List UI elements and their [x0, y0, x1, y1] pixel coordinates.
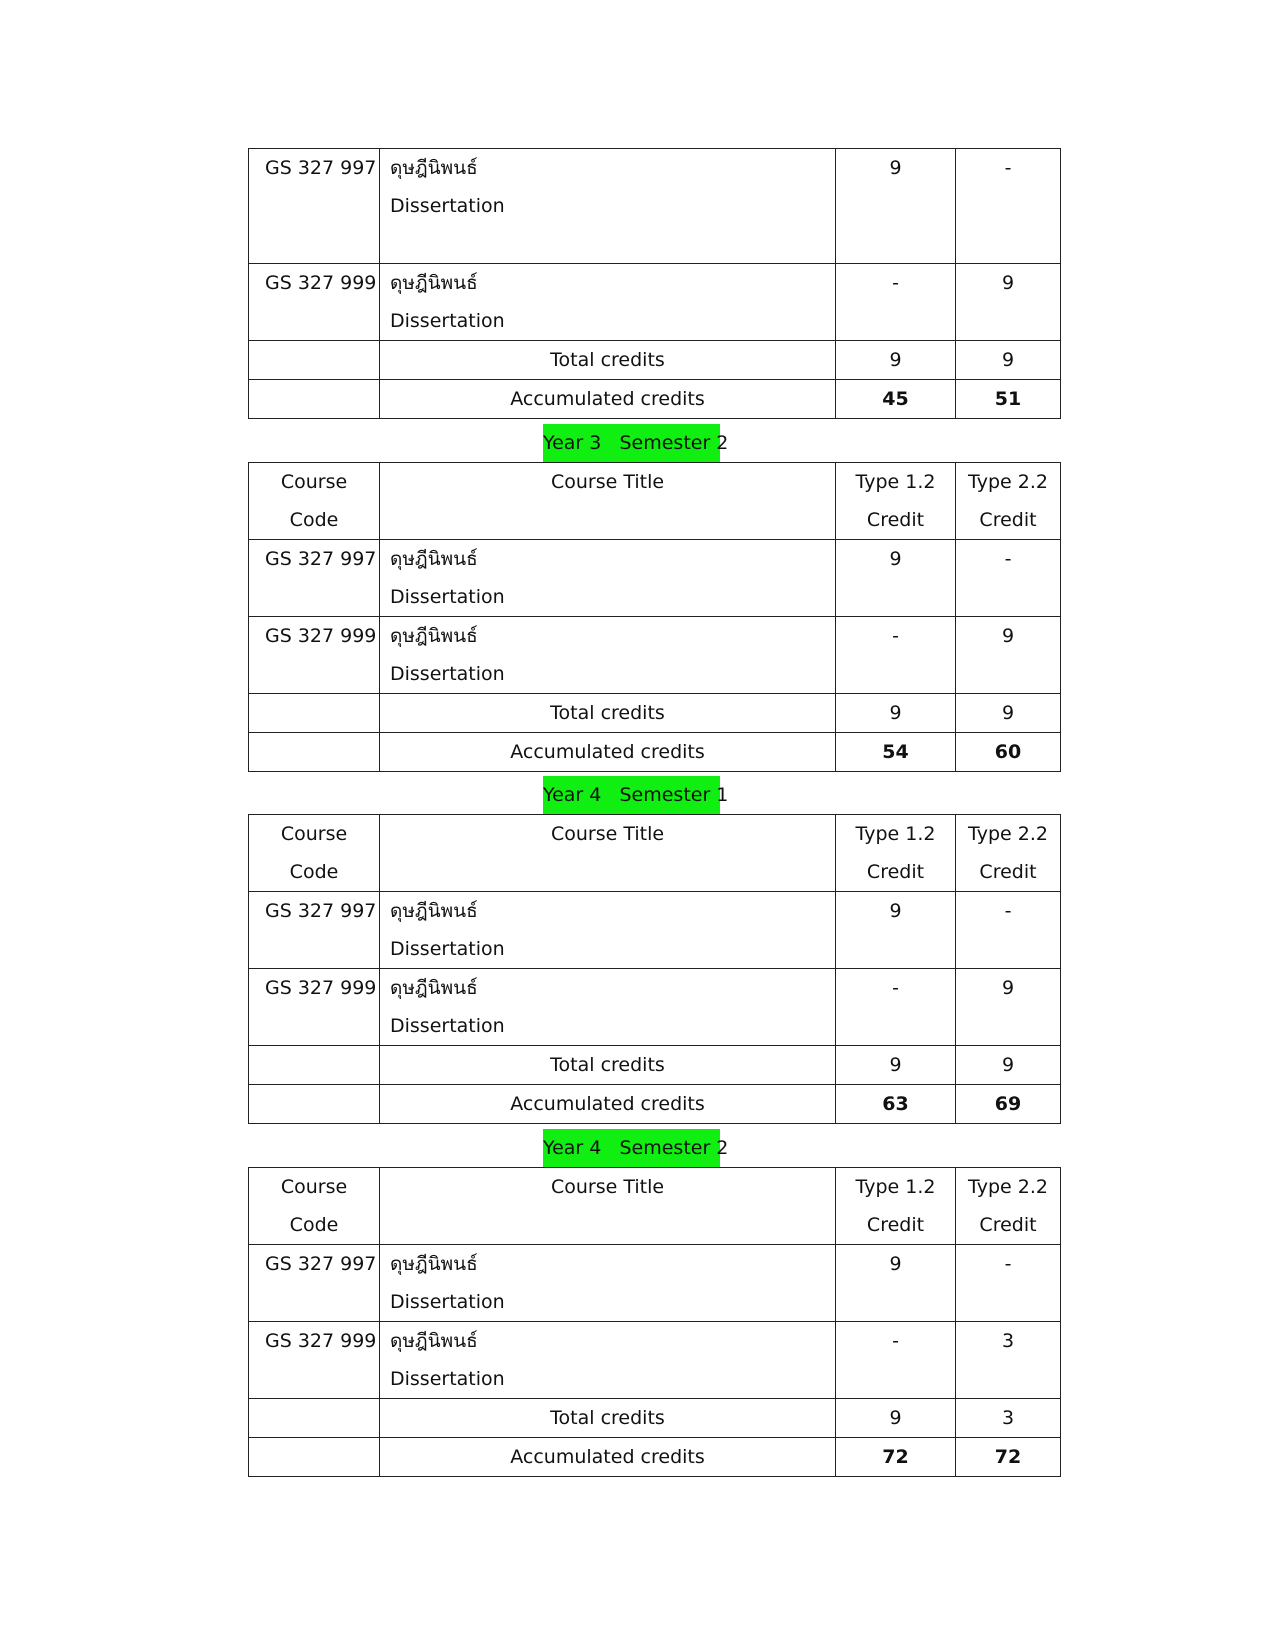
accumulated-credits-label: Accumulated credits: [380, 733, 836, 772]
course-title: [380, 969, 836, 1046]
course-title-thai: ดุษฎีนิพนธ์: [390, 272, 478, 294]
table-row: [249, 892, 1061, 969]
total-credits-row: [249, 694, 1061, 733]
table-row: [249, 1245, 1061, 1322]
course-title: [380, 264, 836, 341]
accumulated-credits-type-2-2: 72: [956, 1438, 1061, 1477]
course-title-english: Dissertation: [390, 663, 505, 685]
header-type-2-2-credit: [956, 1168, 1061, 1245]
header-text: Type 1.2: [855, 471, 936, 493]
course-title-english: Dissertation: [390, 586, 505, 608]
header-text: Course: [280, 471, 348, 493]
table-row: [249, 540, 1061, 617]
table-row: [249, 969, 1061, 1046]
credit-type-1-2: -: [836, 617, 956, 694]
table-header-row: [249, 815, 1061, 892]
header-text: Credit: [979, 509, 1037, 531]
course-title-thai: ดุษฎีนิพนธ์: [390, 900, 478, 922]
accumulated-credits-row: [249, 733, 1061, 772]
accumulated-credits-label: Accumulated credits: [380, 1085, 836, 1124]
table-row: [249, 149, 1061, 264]
header-text: Code: [289, 1214, 339, 1236]
header-text: Credit: [866, 509, 925, 531]
table-header-row: [249, 463, 1061, 540]
header-text: Credit: [866, 1214, 925, 1236]
course-title-thai: ดุษฎีนิพนธ์: [390, 157, 478, 179]
course-code: GS 327 999: [249, 617, 380, 694]
total-credits-label: Total credits: [380, 694, 836, 733]
accumulated-credits-type-1-2: 72: [836, 1438, 956, 1477]
accumulated-credits-type-2-2: 51: [956, 380, 1061, 419]
total-credits-type-1-2: 9: [836, 341, 956, 380]
credit-type-2-2: -: [956, 149, 1061, 264]
course-code: GS 327 999: [249, 264, 380, 341]
header-text: Type 1.2: [855, 1176, 936, 1198]
header-text: Credit: [866, 861, 925, 883]
header-course-title: Course Title: [380, 463, 836, 540]
empty-cell: [249, 694, 380, 733]
course-code: GS 327 997: [249, 892, 380, 969]
semester-heading: Year 3 Semester 2: [543, 424, 720, 462]
credit-type-1-2: -: [836, 1322, 956, 1399]
credit-type-1-2: -: [836, 969, 956, 1046]
course-title: [380, 617, 836, 694]
total-credits-type-2-2: 9: [956, 1046, 1061, 1085]
header-text: Course: [280, 1176, 348, 1198]
total-credits-label: Total credits: [380, 1399, 836, 1438]
course-code: GS 327 999: [249, 1322, 380, 1399]
empty-cell: [249, 1438, 380, 1477]
total-credits-type-1-2: 9: [836, 694, 956, 733]
course-title-english: Dissertation: [390, 938, 505, 960]
course-code: GS 327 997: [249, 1245, 380, 1322]
course-title: [380, 1245, 836, 1322]
header-course-title: Course Title: [380, 815, 836, 892]
empty-cell: [249, 733, 380, 772]
credit-type-2-2: -: [956, 892, 1061, 969]
empty-cell: [249, 1046, 380, 1085]
header-type-2-2-credit: [956, 463, 1061, 540]
header-text: Type 2.2: [968, 471, 1048, 493]
table-row: [249, 1322, 1061, 1399]
header-text: Code: [289, 509, 339, 531]
header-text: Type 2.2: [968, 823, 1048, 845]
total-credits-row: [249, 1046, 1061, 1085]
accumulated-credits-row: [249, 1438, 1061, 1477]
credits-table-year4-semester1: [248, 814, 1061, 1124]
header-type-2-2-credit: [956, 815, 1061, 892]
course-title-english: Dissertation: [390, 1015, 505, 1037]
total-credits-type-2-2: 3: [956, 1399, 1061, 1438]
credit-type-1-2: -: [836, 264, 956, 341]
total-credits-type-1-2: 9: [836, 1399, 956, 1438]
credit-type-1-2: 9: [836, 149, 956, 264]
header-text: Type 1.2: [855, 823, 936, 845]
credit-type-1-2: 9: [836, 892, 956, 969]
course-title: [380, 1322, 836, 1399]
accumulated-credits-type-1-2: 54: [836, 733, 956, 772]
course-title-thai: ดุษฎีนิพนธ์: [390, 625, 478, 647]
course-title: [380, 540, 836, 617]
credit-type-2-2: -: [956, 540, 1061, 617]
credit-type-1-2: 9: [836, 1245, 956, 1322]
header-course-title: Course Title: [380, 1168, 836, 1245]
total-credits-row: [249, 1399, 1061, 1438]
header-course-code: [249, 1168, 380, 1245]
empty-cell: [249, 1399, 380, 1438]
course-code: GS 327 997: [249, 540, 380, 617]
credit-type-2-2: 3: [956, 1322, 1061, 1399]
course-title-english: Dissertation: [390, 310, 505, 332]
table-row: [249, 617, 1061, 694]
accumulated-credits-label: Accumulated credits: [380, 380, 836, 419]
accumulated-credits-type-1-2: 45: [836, 380, 956, 419]
credits-table-year3-semester2: [248, 462, 1061, 772]
semester-heading: Year 4 Semester 2: [543, 1129, 720, 1167]
empty-cell: [249, 380, 380, 419]
course-title-thai: ดุษฎีนิพนธ์: [390, 1330, 478, 1352]
accumulated-credits-type-1-2: 63: [836, 1085, 956, 1124]
course-title: [380, 892, 836, 969]
header-text: Credit: [979, 861, 1037, 883]
course-title-english: Dissertation: [390, 1291, 505, 1313]
header-text: Code: [289, 861, 339, 883]
semester-heading: Year 4 Semester 1: [543, 776, 720, 814]
credits-table-year3-semester1-continued: [248, 148, 1061, 419]
credit-type-2-2: 9: [956, 264, 1061, 341]
course-title-thai: ดุษฎีนิพนธ์: [390, 977, 478, 999]
course-title-english: Dissertation: [390, 195, 505, 217]
course-code: GS 327 997: [249, 149, 380, 264]
total-credits-type-2-2: 9: [956, 694, 1061, 733]
total-credits-type-1-2: 9: [836, 1046, 956, 1085]
table-header-row: [249, 1168, 1061, 1245]
total-credits-label: Total credits: [380, 341, 836, 380]
header-text: Type 2.2: [968, 1176, 1048, 1198]
course-code: GS 327 999: [249, 969, 380, 1046]
course-title-thai: ดุษฎีนิพนธ์: [390, 548, 478, 570]
table-row: [249, 264, 1061, 341]
course-title-thai: ดุษฎีนิพนธ์: [390, 1253, 478, 1275]
header-type-1-2-credit: [836, 815, 956, 892]
header-type-1-2-credit: [836, 1168, 956, 1245]
course-title-english: Dissertation: [390, 1368, 505, 1390]
credits-table-year4-semester2: [248, 1167, 1061, 1477]
credit-type-2-2: -: [956, 1245, 1061, 1322]
accumulated-credits-type-2-2: 60: [956, 733, 1061, 772]
accumulated-credits-row: [249, 380, 1061, 419]
total-credits-type-2-2: 9: [956, 341, 1061, 380]
header-type-1-2-credit: [836, 463, 956, 540]
accumulated-credits-row: [249, 1085, 1061, 1124]
total-credits-label: Total credits: [380, 1046, 836, 1085]
credit-type-2-2: 9: [956, 969, 1061, 1046]
header-text: Credit: [979, 1214, 1037, 1236]
header-course-code: [249, 815, 380, 892]
header-text: Course: [280, 823, 348, 845]
course-title: [380, 149, 836, 264]
header-course-code: [249, 463, 380, 540]
accumulated-credits-type-2-2: 69: [956, 1085, 1061, 1124]
empty-cell: [249, 1085, 380, 1124]
credit-type-1-2: 9: [836, 540, 956, 617]
total-credits-row: [249, 341, 1061, 380]
accumulated-credits-label: Accumulated credits: [380, 1438, 836, 1477]
credit-type-2-2: 9: [956, 617, 1061, 694]
empty-cell: [249, 341, 380, 380]
